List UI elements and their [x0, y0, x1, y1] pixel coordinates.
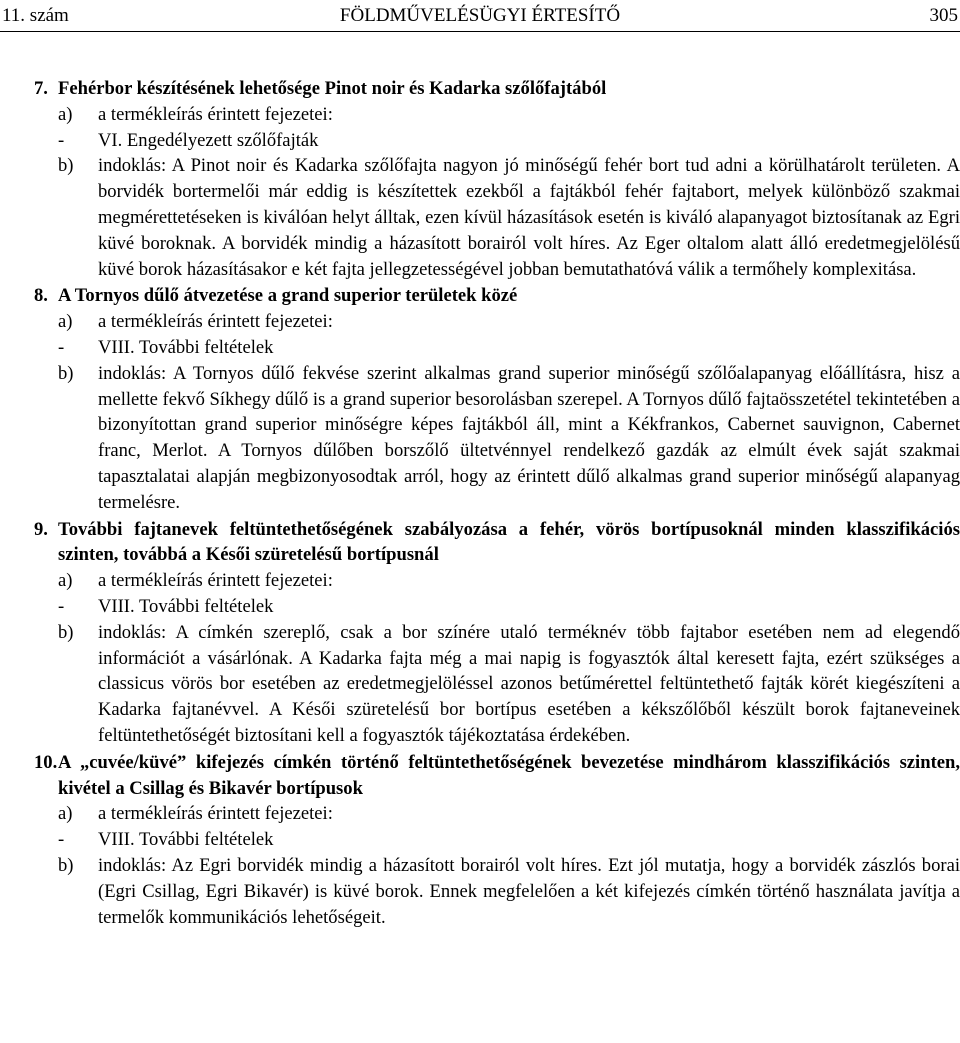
page-number: 305 — [929, 5, 958, 26]
item-b — [34, 853, 960, 930]
section-heading — [34, 750, 960, 802]
issue-number: 11. szám — [2, 5, 69, 26]
chapter-name: VI. Engedélyezett szőlőfajták — [98, 129, 319, 151]
section-number: 9. — [34, 518, 48, 540]
section-heading — [34, 283, 960, 309]
chapter-line — [34, 594, 960, 620]
item-b-text: indoklás: A címkén szereplő, csak a bor színére utaló terméknév több fajtabor esetében nem ad elegendő információt a vásárlónak. A Kadarka fajta még a mai napig is fogyasztók által keresett fajta, ezért szükséges a classicus vörös bor esetében az eredetmegjelöléssel azonos betűmérettel feltüntethető fajták körét kiegészíteni a Kadarka fajtanévvel. A Késői szüretelésű bor bortípus esetében a kékszőlőből készült borok fajtaneveinek feltüntethetőségét biztosítani kell a fogyasztók tájékoztatása érdekében. — [98, 621, 960, 746]
section-heading — [34, 517, 960, 569]
journal-title: FÖLDMŰVELÉSÜGYI ÉRTESÍTŐ — [339, 5, 621, 26]
item-a-label: a) — [58, 570, 73, 592]
dash-marker: - — [58, 829, 65, 851]
header-rule — [0, 31, 960, 32]
item-a-label: a) — [58, 803, 73, 825]
item-a-text: a termékleírás érintett fejezetei: — [98, 103, 333, 125]
page-header — [0, 0, 960, 36]
section-10 — [34, 750, 960, 931]
section-8 — [34, 283, 960, 515]
item-b-label: b) — [58, 362, 74, 384]
section-title: A „cuvée/küvé” kifejezés címkén történő feltüntethetőségének bevezetése mindhárom klasszifikációs szinten, kivétel a Csillag és Bikavér bortípusok — [58, 751, 960, 799]
dash-marker: - — [58, 595, 65, 617]
item-b-label: b) — [58, 155, 74, 177]
item-b — [34, 620, 960, 749]
section-number: 8. — [34, 285, 48, 307]
section-heading — [34, 76, 960, 102]
item-b-text: indoklás: Az Egri borvidék mindig a házasított borairól volt híres. Ezt jól mutatja, hogy a borvidék zászlós borai (Egri Csillag, Egri Bikavér) is küvé borok. Ennek megfelelően a két kifejezés címkén történő használata javítja a termelők kommunikációs lehetőségeit. — [98, 854, 960, 928]
section-title: Fehérbor készítésének lehetősége Pinot noir és Kadarka szőlőfajtából — [58, 78, 607, 99]
item-a-text: a termékleírás érintett fejezetei: — [98, 311, 333, 333]
section-number: 7. — [34, 78, 48, 99]
section-9 — [34, 517, 960, 749]
item-a-label: a) — [58, 103, 73, 125]
chapter-name: VIII. További feltételek — [98, 829, 274, 851]
item-b-label: b) — [58, 854, 74, 876]
dash-marker: - — [58, 129, 65, 151]
item-a-text: a termékleírás érintett fejezetei: — [98, 803, 333, 825]
item-b — [34, 153, 960, 282]
section-title: A Tornyos dűlő átvezetése a grand superior területek közé — [58, 285, 518, 307]
item-b-text: indoklás: A Tornyos dűlő fekvése szerint alkalmas grand superior minőségű szőlőalapanyag előállításra, hisz a mellette fekvő Síkhegy dűlő is a grand superior besorolásban szerepel. A Tornyos dűlő fajtaösszetétel tekintetében a bizonyítottan grand superior minőségre képes fajtákból áll, mint a Kékfrankos, Cabernet sauvignon, Cabernet franc, Merlot. A Tornyos dűlőben borszőlő ültetvénnyel rendelkező gazdák az elmúlt évek saját szakmai tapasztalatai alapján megbizonyosodtak arról, hogy az érintett dűlő alkalmas grand superior minőségű alapanyag termelésre. — [98, 362, 960, 513]
item-b-label: b) — [58, 621, 74, 643]
chapter-line — [34, 335, 960, 361]
section-7 — [34, 76, 960, 282]
item-a-text: a termékleírás érintett fejezetei: — [98, 570, 333, 592]
section-number: 10. — [34, 751, 58, 773]
item-b-text: indoklás: A Pinot noir és Kadarka szőlőfajta nagyon jó minőségű fehér bort tud adni a körülhatárolt területen. A borvidék bortermelői már eddig is készítettek ezekből a fajtákból fehér fajtabort, melyek különböző szakmai megmérettetéseken is kiválóan helyt álltak, ezen kívül házasítások esetén is kiváló alapanyagot biztosítanak az Egri küvé boroknak. A borvidék mindig a házasított borairól volt híres. Az Eger oltalom alatt álló eredetmegjelölésű küvé borok házasításakor e két fajta jellegzetességével jobban bemutathatóvá válik a termőhely komplexitása. — [98, 155, 960, 280]
dash-marker: - — [58, 336, 65, 358]
item-a-label: a) — [58, 311, 73, 333]
chapter-name: VIII. További feltételek — [98, 336, 274, 358]
item-a — [34, 102, 960, 128]
item-a — [34, 568, 960, 594]
item-a — [34, 801, 960, 827]
item-a — [34, 309, 960, 335]
chapter-line — [34, 128, 960, 154]
item-b — [34, 361, 960, 516]
chapter-name: VIII. További feltételek — [98, 595, 274, 617]
section-title: További fajtanevek feltüntethetőségének szabályozása a fehér, vörös bortípusoknál minden klasszifikációs szinten, továbbá a Késői szüretelésű bortípusnál — [58, 518, 960, 566]
document-body — [34, 76, 960, 930]
chapter-line — [34, 827, 960, 853]
